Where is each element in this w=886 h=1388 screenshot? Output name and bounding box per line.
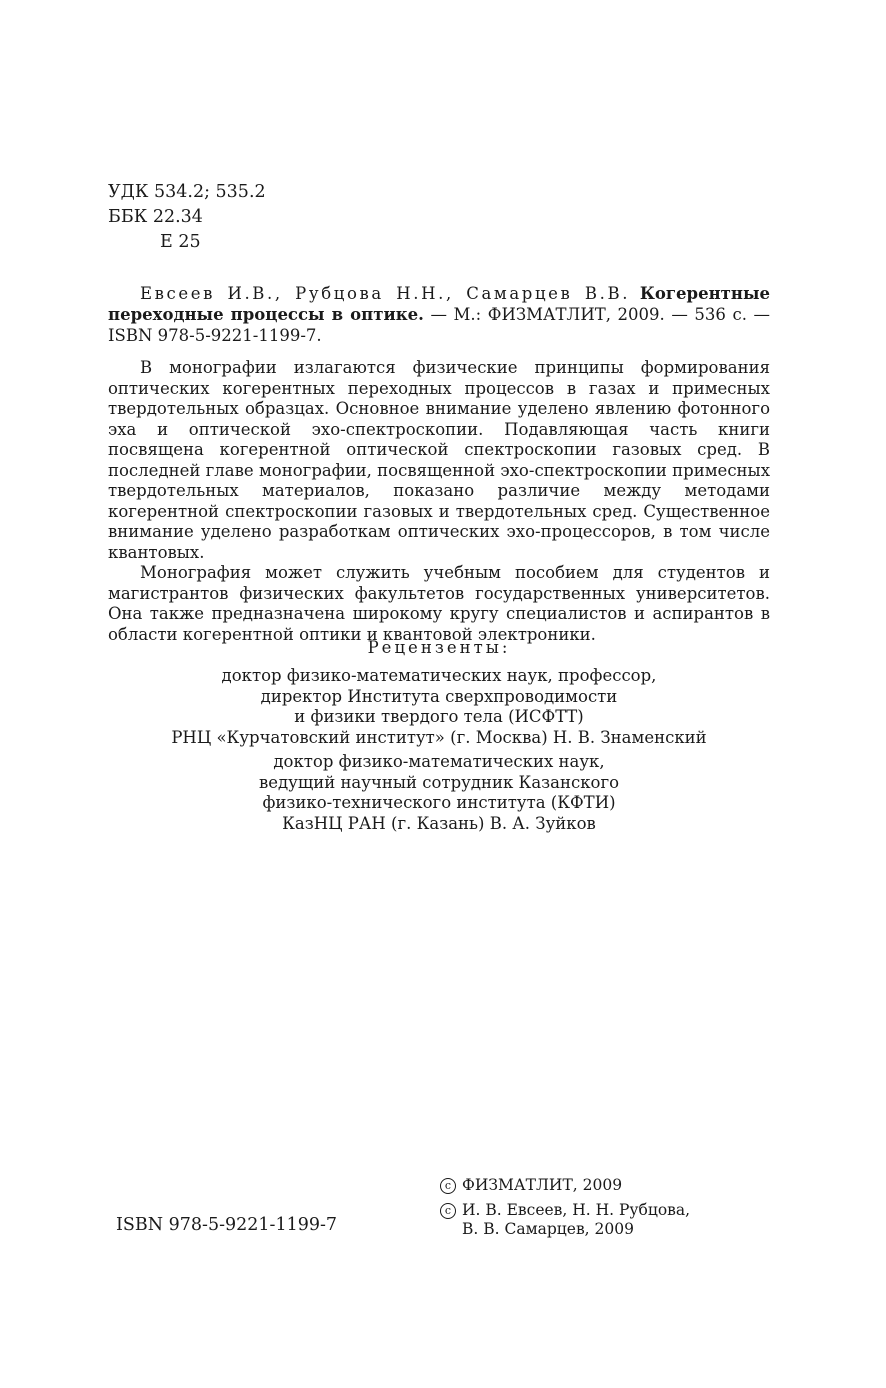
annotation-paragraph: Монография может служить учебным пособием для студентов и магистрантов физических факультетов государственных университетов. Она также предназначена широкому кругу специалистов и аспирантов в области когерентной оптики и квантовой электроники. <box>108 563 770 644</box>
annotation-paragraph: В монографии излагаются физические принципы формирования оптических когерентных переходных процессов в газах и примесных твердотельных образцах. Основное внимание уделено явлению фотонного эха и оптической эхо-спектроскопии. Подавляющая часть книги посвящена когерентной оптической спектроскопии газовых сред. В последней главе монографии, посвященной эхо-спектроскопии примесных твердотельных материалов, показано различие между методами когерентной спектроскопии газовых и твердотельных сред. Существенное внимание уделено разработкам оптических эхо-процессоров, в том числе квантовых. <box>108 358 770 562</box>
reviewer-line: доктор физико-математических наук, <box>273 752 605 771</box>
authors: Евсеев И.В., Рубцова Н.Н., Самарцев В.В. <box>140 284 631 303</box>
isbn: ISBN 978-5-9221-1199-7 <box>116 1215 338 1235</box>
reviewer-1 <box>108 666 770 748</box>
annotation <box>108 358 770 645</box>
bibliographic-description <box>108 283 770 346</box>
bbk-code: ББК 22.34 <box>108 207 203 227</box>
copyright-text: В. В. Самарцев, 2009 <box>462 1220 634 1238</box>
author-mark: Е 25 <box>160 232 201 252</box>
classification-block <box>108 180 266 255</box>
reviewer-line: доктор физико-математических наук, профессор, <box>221 666 657 685</box>
copyright-publisher <box>440 1176 622 1195</box>
copyright-icon: c <box>440 1178 456 1194</box>
imprint: — М.: ФИЗМАТЛИТ, 2009. — 536 с. — ISBN 978-5-9221-1199-7. <box>108 305 770 345</box>
copyright-authors <box>440 1201 690 1239</box>
copyright-text: И. В. Евсеев, Н. Н. Рубцова, <box>462 1201 691 1219</box>
udk-code: УДК 534.2; 535.2 <box>108 182 266 202</box>
copyright-icon: c <box>440 1203 456 1219</box>
reviewer-line: физико-технического института (КФТИ) <box>262 793 616 812</box>
reviewer-line: и физики твердого тела (ИСФТТ) <box>294 707 584 726</box>
reviewer-line: директор Института сверхпроводимости <box>260 686 618 706</box>
reviewer-2 <box>108 752 770 834</box>
book-title: Когерентные переходные процессы в оптике. <box>108 284 770 324</box>
copyright-text: ФИЗМАТЛИТ, 2009 <box>462 1176 623 1194</box>
reviewers-heading: Рецензенты: <box>367 638 511 657</box>
reviewer-line: ведущий научный сотрудник Казанского <box>258 772 620 792</box>
reviewer-line: РНЦ «Курчатовский институт» (г. Москва) Н. В. Знаменский <box>171 727 707 747</box>
reviewer-line: КазНЦ РАН (г. Казань) В. А. Зуйков <box>282 813 596 833</box>
